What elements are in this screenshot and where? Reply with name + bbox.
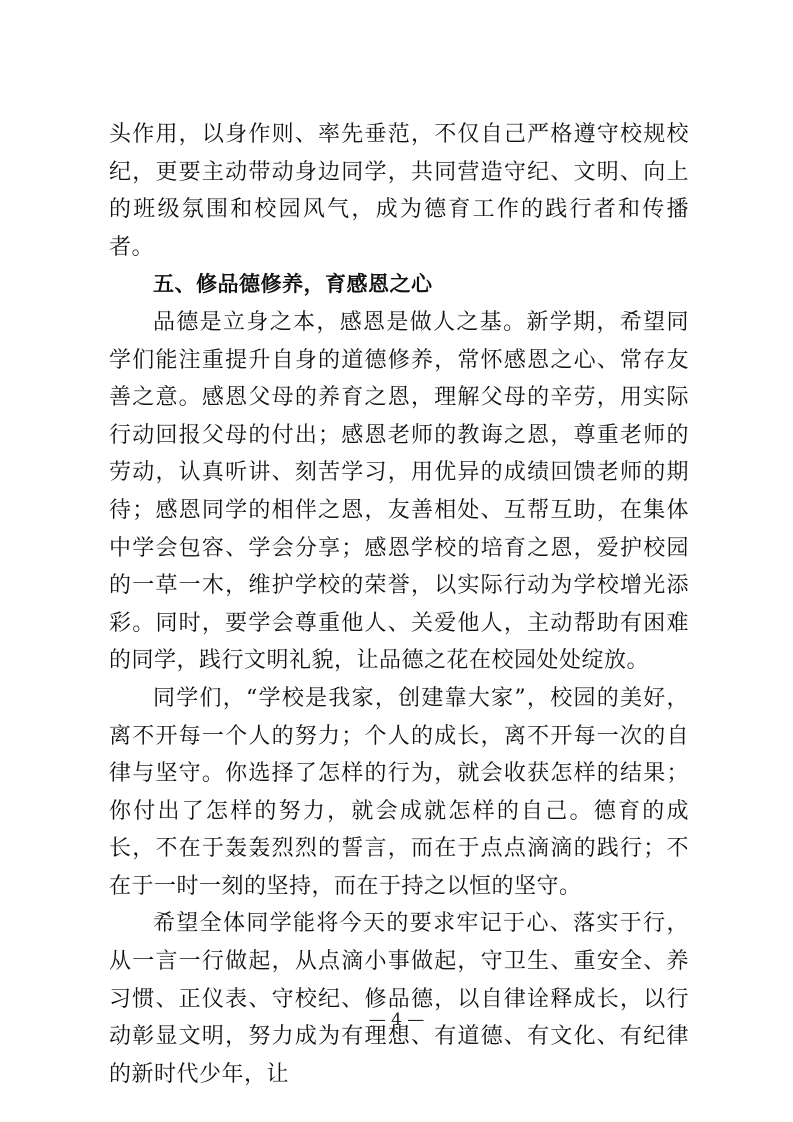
paragraph-gratitude: 品德是立身之本，感恩是做人之基。新学期，希望同学们能注重提升自身的道德修养，常怀感恩之心、常存友善之意。感恩父母的养育之恩，理解父母的辛劳，用实际行动回报父母的付出；感恩老师的教诲之恩，尊重老师的劳动，认真听讲、刻苦学习，用优异的成绩回馈老师的期待；感恩同学的相伴之恩，友善相处、互帮互助，在集体中学会包容、学会分享；感恩学校的培育之恩，爱护校园的一草一木，维护学校的荣誉，以实际行动为学校增光添彩。同时，要学会尊重他人、关爱他人，主动帮助有困难的同学，践行文明礼貌，让品德之花在校园处处绽放。 <box>109 309 689 674</box>
paragraph-hope: 希望全体同学能将今天的要求牢记于心、落实于行，从一言一行做起，从点滴小事做起，守卫生、重安全、养习惯、正仪表、守校纪、修品德，以自律诠释成长，以行动彰显文明，努力成为有理想、有道德、有文化、有纪律的新时代少年，让 <box>109 911 689 1087</box>
section-heading: 五、修品德修养，育感恩之心 <box>153 272 433 297</box>
document-body <box>109 116 689 1093</box>
paragraph-students: 同学们，“学校是我家，创建靠大家”，校园的美好，离不开每一个人的努力；个人的成长，离不开每一次的自律与坚守。你选择了怎样的行为，就会收获怎样的结果；你付出了怎样的努力，就会成就怎样的自己。德育的成长，不在于轰轰烈烈的誓言，而在于点点滴滴的践行；不在于一时一刻的坚持，而在于持之以恒的坚守。 <box>109 685 689 899</box>
page-number: — 4 — <box>368 1010 425 1030</box>
continued-paragraph: 头作用，以身作则、率先垂范，不仅自己严格遵守校规校纪，更要主动带动身边同学，共同营造守纪、文明、向上的班级氛围和校园风气，成为德育工作的践行者和传播者。 <box>109 122 689 260</box>
